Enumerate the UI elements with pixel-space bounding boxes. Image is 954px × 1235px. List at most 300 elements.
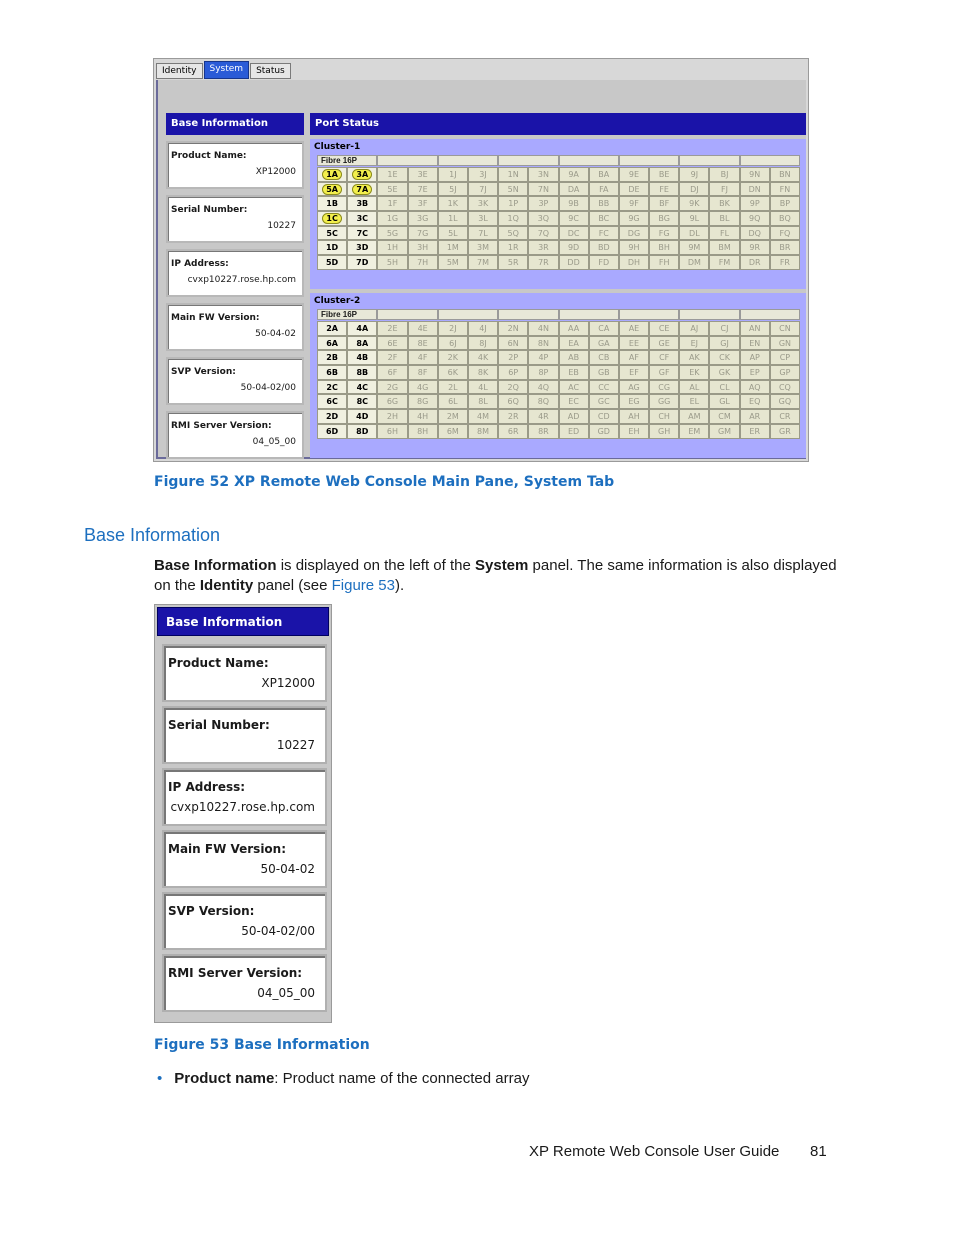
port-label: 6H [386,426,399,436]
port-cell[interactable] [679,321,709,336]
port-cell[interactable] [377,350,407,365]
port-cell[interactable] [589,182,619,197]
port-cell[interactable] [559,226,589,241]
port-cell[interactable] [740,350,770,365]
port-cell[interactable] [770,336,800,351]
port-cell[interactable] [709,365,739,380]
port-cell[interactable] [649,409,679,424]
port-label: GJ [720,338,729,348]
port-cell[interactable] [679,350,709,365]
field-label: RMI Server Version: [168,966,303,980]
port-cell[interactable] [679,380,709,395]
port-label: AC [568,382,580,392]
port-label: 1H [386,243,399,253]
port-cell[interactable] [770,196,800,211]
port-cell[interactable] [347,182,377,197]
port-cell[interactable] [528,394,558,409]
port-cell[interactable] [317,394,347,409]
port-cell[interactable] [619,336,649,351]
port-cell[interactable] [347,424,377,439]
fibre-label: Fibre 16P [317,155,377,166]
port-cell[interactable] [408,365,438,380]
port-cell[interactable] [740,365,770,380]
fibre-group-header [679,309,739,320]
port-cell[interactable] [770,255,800,270]
port-label: 3M [477,243,490,253]
port-label: 6G [386,397,399,407]
port-cell[interactable] [498,350,528,365]
port-cell[interactable] [619,182,649,197]
port-cell[interactable] [438,321,468,336]
port-cell[interactable] [408,321,438,336]
port-cell[interactable] [377,394,407,409]
port-cell[interactable] [408,255,438,270]
port-cell[interactable] [377,211,407,226]
port-cell[interactable] [317,182,347,197]
port-cell[interactable] [649,226,679,241]
port-cell[interactable] [498,255,528,270]
port-cell[interactable] [559,350,589,365]
port-cell[interactable] [709,240,739,255]
port-cell[interactable] [347,365,377,380]
port-cell[interactable] [317,255,347,270]
port-cell[interactable] [619,167,649,182]
port-cell[interactable] [649,182,679,197]
port-cell[interactable] [679,196,709,211]
port-label: CH [658,412,670,422]
port-cell[interactable] [709,380,739,395]
port-cell[interactable] [679,211,709,226]
port-cell[interactable] [709,424,739,439]
port-cell[interactable] [408,196,438,211]
port-label: EN [749,338,761,348]
port-cell[interactable] [589,350,619,365]
port-cell[interactable] [468,350,498,365]
port-cell[interactable] [649,240,679,255]
port-cell[interactable] [317,226,347,241]
tab-identity[interactable]: Identity [156,63,203,79]
port-label: EA [568,338,579,348]
port-cell[interactable] [438,196,468,211]
port-cell[interactable] [619,240,649,255]
port-cell[interactable] [770,240,800,255]
port-cell[interactable] [528,365,558,380]
port-cell[interactable] [317,365,347,380]
port-label: 6P [508,368,519,378]
port-cell[interactable] [589,409,619,424]
port-cell[interactable] [589,226,619,241]
port-cell[interactable] [408,394,438,409]
port-cell[interactable] [589,240,619,255]
port-cell[interactable] [377,336,407,351]
port-cell[interactable] [377,167,407,182]
port-cell[interactable] [317,424,347,439]
port-cell[interactable] [649,394,679,409]
port-cell[interactable] [740,321,770,336]
port-cell[interactable] [559,240,589,255]
port-cell[interactable] [709,226,739,241]
port-cell[interactable] [377,196,407,211]
port-cell[interactable] [619,255,649,270]
port-cell[interactable] [347,226,377,241]
port-cell[interactable] [740,196,770,211]
port-cell[interactable] [619,321,649,336]
text-bold: System [475,557,529,574]
port-cell[interactable] [317,409,347,424]
port-cell[interactable] [740,424,770,439]
port-cell[interactable] [649,167,679,182]
port-cell[interactable] [498,196,528,211]
port-cell[interactable] [498,226,528,241]
port-cell[interactable] [468,424,498,439]
port-cell[interactable] [649,196,679,211]
field-value: 50-04-02/00 [240,383,296,393]
port-cell[interactable] [679,394,709,409]
port-label: GM [717,426,732,436]
port-label: CF [659,353,670,363]
port-cell[interactable] [438,380,468,395]
port-cell[interactable] [377,240,407,255]
port-cell[interactable] [619,424,649,439]
port-cell[interactable] [528,350,558,365]
port-label: EL [689,397,700,407]
text-bold: Identity [199,577,254,594]
port-cell[interactable] [559,409,589,424]
port-cell[interactable] [347,336,377,351]
port-cell[interactable] [408,167,438,182]
port-cell[interactable] [347,350,377,365]
port-label: FL [720,228,730,238]
port-cell[interactable] [740,380,770,395]
port-label: FE [659,184,669,194]
port-cell[interactable] [317,321,347,336]
port-cell[interactable] [679,336,709,351]
port-cell[interactable] [559,196,589,211]
port-cell[interactable] [649,424,679,439]
port-cell[interactable] [317,240,347,255]
port-cell[interactable] [408,380,438,395]
port-cell[interactable] [709,409,739,424]
port-label: DL [689,228,700,238]
port-cell[interactable] [408,424,438,439]
port-label: 5E [387,184,398,194]
port-cell[interactable] [770,424,800,439]
figure-53-caption: Figure 53 Base Information [154,1037,370,1053]
port-cell[interactable] [468,226,498,241]
port-cell[interactable] [709,394,739,409]
port-cell[interactable] [619,350,649,365]
port-cell[interactable] [438,350,468,365]
figure-53-screenshot [154,604,332,1023]
port-cell[interactable] [589,321,619,336]
port-label: 3P [538,199,549,209]
port-cell[interactable] [317,211,347,226]
port-label: 2E [387,324,398,333]
port-cell[interactable] [468,182,498,197]
port-cell[interactable] [468,240,498,255]
port-cell[interactable] [468,211,498,226]
port-cell[interactable] [347,409,377,424]
port-cell[interactable] [770,409,800,424]
port-cell[interactable] [317,167,347,182]
port-cell[interactable] [770,350,800,365]
port-cell[interactable] [649,380,679,395]
port-cell[interactable] [649,350,679,365]
port-cell[interactable] [438,211,468,226]
port-cell[interactable] [498,167,528,182]
port-cell[interactable] [679,167,709,182]
text-bold: Base Information [154,557,277,574]
port-label: 7R [538,258,549,268]
port-cell[interactable] [740,226,770,241]
port-cell[interactable] [377,365,407,380]
tab-system[interactable]: System [204,61,250,79]
port-label: CP [779,353,791,363]
port-label: EG [628,397,640,407]
port-cell[interactable] [528,211,558,226]
port-cell[interactable] [498,336,528,351]
port-cell[interactable] [498,424,528,439]
port-cell[interactable] [589,424,619,439]
port-cell[interactable] [619,380,649,395]
port-cell[interactable] [317,350,347,365]
port-cell[interactable] [770,182,800,197]
port-cell[interactable] [589,167,619,182]
port-cell[interactable] [528,240,558,255]
port-cell[interactable] [528,196,558,211]
port-cell[interactable] [347,211,377,226]
port-cell[interactable] [649,255,679,270]
port-cell[interactable] [377,255,407,270]
port-cell[interactable] [679,365,709,380]
port-cell[interactable] [740,409,770,424]
port-cell[interactable] [498,394,528,409]
port-cell[interactable] [679,409,709,424]
port-cell[interactable] [498,182,528,197]
port-label: 5G [386,228,399,238]
port-cell[interactable] [498,211,528,226]
port-cell[interactable] [740,240,770,255]
port-cell[interactable] [709,321,739,336]
field-label: Main FW Version: [171,313,260,323]
port-cell[interactable] [317,196,347,211]
port-cell[interactable] [468,167,498,182]
port-cell[interactable] [709,336,739,351]
port-label: 9M [688,243,701,253]
port-cell[interactable] [709,167,739,182]
port-cell[interactable] [559,394,589,409]
port-cell[interactable] [347,394,377,409]
port-cell[interactable] [619,226,649,241]
port-cell[interactable] [408,182,438,197]
port-label: BL [719,214,730,224]
port-label: 8R [538,426,549,436]
port-cell[interactable] [377,182,407,197]
port-cell[interactable] [468,380,498,395]
port-cell[interactable] [377,409,407,424]
port-cell[interactable] [317,380,347,395]
port-cell[interactable] [679,240,709,255]
port-cell[interactable] [619,211,649,226]
port-cell[interactable] [528,182,558,197]
port-cell[interactable] [589,255,619,270]
port-cell[interactable] [347,196,377,211]
port-cell[interactable] [498,321,528,336]
port-cell[interactable] [347,255,377,270]
port-cell[interactable] [408,240,438,255]
port-cell[interactable] [498,409,528,424]
port-cell[interactable] [377,226,407,241]
port-cell[interactable] [377,321,407,336]
port-cell[interactable] [740,394,770,409]
footer-title: XP Remote Web Console User Guide [529,1143,780,1160]
port-cell[interactable] [438,394,468,409]
port-label: 9A [568,170,579,179]
port-cell[interactable] [528,424,558,439]
port-cell[interactable] [528,255,558,270]
port-cell[interactable] [438,365,468,380]
port-cell[interactable] [347,380,377,395]
port-cell[interactable] [438,424,468,439]
port-cell[interactable] [347,321,377,336]
port-cell[interactable] [408,409,438,424]
figure-53-link[interactable]: Figure 53 [331,577,395,594]
port-cell[interactable] [438,240,468,255]
port-cell[interactable] [438,167,468,182]
port-cell[interactable] [709,196,739,211]
port-cell[interactable] [408,336,438,351]
port-label: 2P [508,353,519,363]
port-cell[interactable] [740,182,770,197]
port-label: 3Q [537,214,550,224]
bullet-icon: • [157,1070,163,1087]
port-cell[interactable] [559,424,589,439]
base-information-header: Base Information [157,607,329,636]
port-cell[interactable] [468,394,498,409]
port-cell[interactable] [377,424,407,439]
port-cell[interactable] [770,226,800,241]
port-cell[interactable] [498,365,528,380]
text: panel. The same information is also displayed on the [154,557,837,594]
port-cell[interactable] [438,409,468,424]
port-cell[interactable] [589,211,619,226]
port-cell[interactable] [649,211,679,226]
port-cell[interactable] [619,196,649,211]
port-label: 1E [387,170,398,179]
port-cell[interactable] [468,409,498,424]
port-cell[interactable] [528,336,558,351]
port-cell[interactable] [559,211,589,226]
base-info-field [162,706,327,764]
port-label: GB [597,368,610,378]
port-cell[interactable] [770,167,800,182]
port-cell[interactable] [679,424,709,439]
port-cell[interactable] [468,336,498,351]
port-cell[interactable] [649,365,679,380]
port-cell[interactable] [770,211,800,226]
port-cell[interactable] [740,255,770,270]
port-cell[interactable] [559,167,589,182]
port-label: DA [567,184,580,194]
port-cell[interactable] [589,365,619,380]
port-cell[interactable] [679,182,709,197]
port-cell[interactable] [709,211,739,226]
port-cell[interactable] [498,240,528,255]
port-cell[interactable] [709,182,739,197]
field-label: Main FW Version: [168,842,287,856]
port-cell[interactable] [649,336,679,351]
fibre-group-header [377,155,437,166]
port-cell[interactable] [559,182,589,197]
port-cell[interactable] [438,182,468,197]
port-label: 9L [689,214,700,224]
port-label: 7Q [537,228,550,238]
port-cell[interactable] [559,255,589,270]
port-cell[interactable] [559,321,589,336]
port-cell[interactable] [468,255,498,270]
port-cell[interactable] [347,240,377,255]
port-cell[interactable] [528,226,558,241]
port-cell[interactable] [438,336,468,351]
port-cell[interactable] [589,380,619,395]
port-cell[interactable] [347,167,377,182]
port-cell[interactable] [589,336,619,351]
port-cell[interactable] [528,409,558,424]
port-cell[interactable] [468,196,498,211]
tab-status[interactable]: Status [250,63,291,79]
port-cell[interactable] [619,394,649,409]
port-cell[interactable] [438,255,468,270]
port-cell[interactable] [770,380,800,395]
port-cell[interactable] [498,380,528,395]
port-label: EC [568,397,579,407]
port-cell[interactable] [709,350,739,365]
port-cell[interactable] [528,321,558,336]
port-cell[interactable] [619,409,649,424]
port-cell[interactable] [559,365,589,380]
port-cell[interactable] [559,336,589,351]
port-cell[interactable] [770,394,800,409]
port-cell[interactable] [679,255,709,270]
port-label: EK [689,368,700,378]
port-cell[interactable] [740,167,770,182]
port-cell[interactable] [709,255,739,270]
port-cell[interactable] [468,365,498,380]
port-cell[interactable] [649,321,679,336]
system-panel [156,80,806,459]
port-cell[interactable] [589,394,619,409]
port-cell[interactable] [438,226,468,241]
port-label: 3N [537,170,549,179]
port-cell[interactable] [770,321,800,336]
port-cell[interactable] [770,365,800,380]
port-cell[interactable] [468,321,498,336]
port-label: 1L [448,214,458,224]
port-cell[interactable] [408,350,438,365]
port-cell[interactable] [528,167,558,182]
port-cell[interactable] [317,336,347,351]
port-cell[interactable] [377,380,407,395]
port-cell[interactable] [740,336,770,351]
port-cell[interactable] [589,196,619,211]
port-cell[interactable] [408,226,438,241]
port-cell[interactable] [740,211,770,226]
port-cell[interactable] [559,380,589,395]
port-cell[interactable] [528,380,558,395]
port-cell[interactable] [408,211,438,226]
port-cell[interactable] [679,226,709,241]
port-cell[interactable] [619,365,649,380]
